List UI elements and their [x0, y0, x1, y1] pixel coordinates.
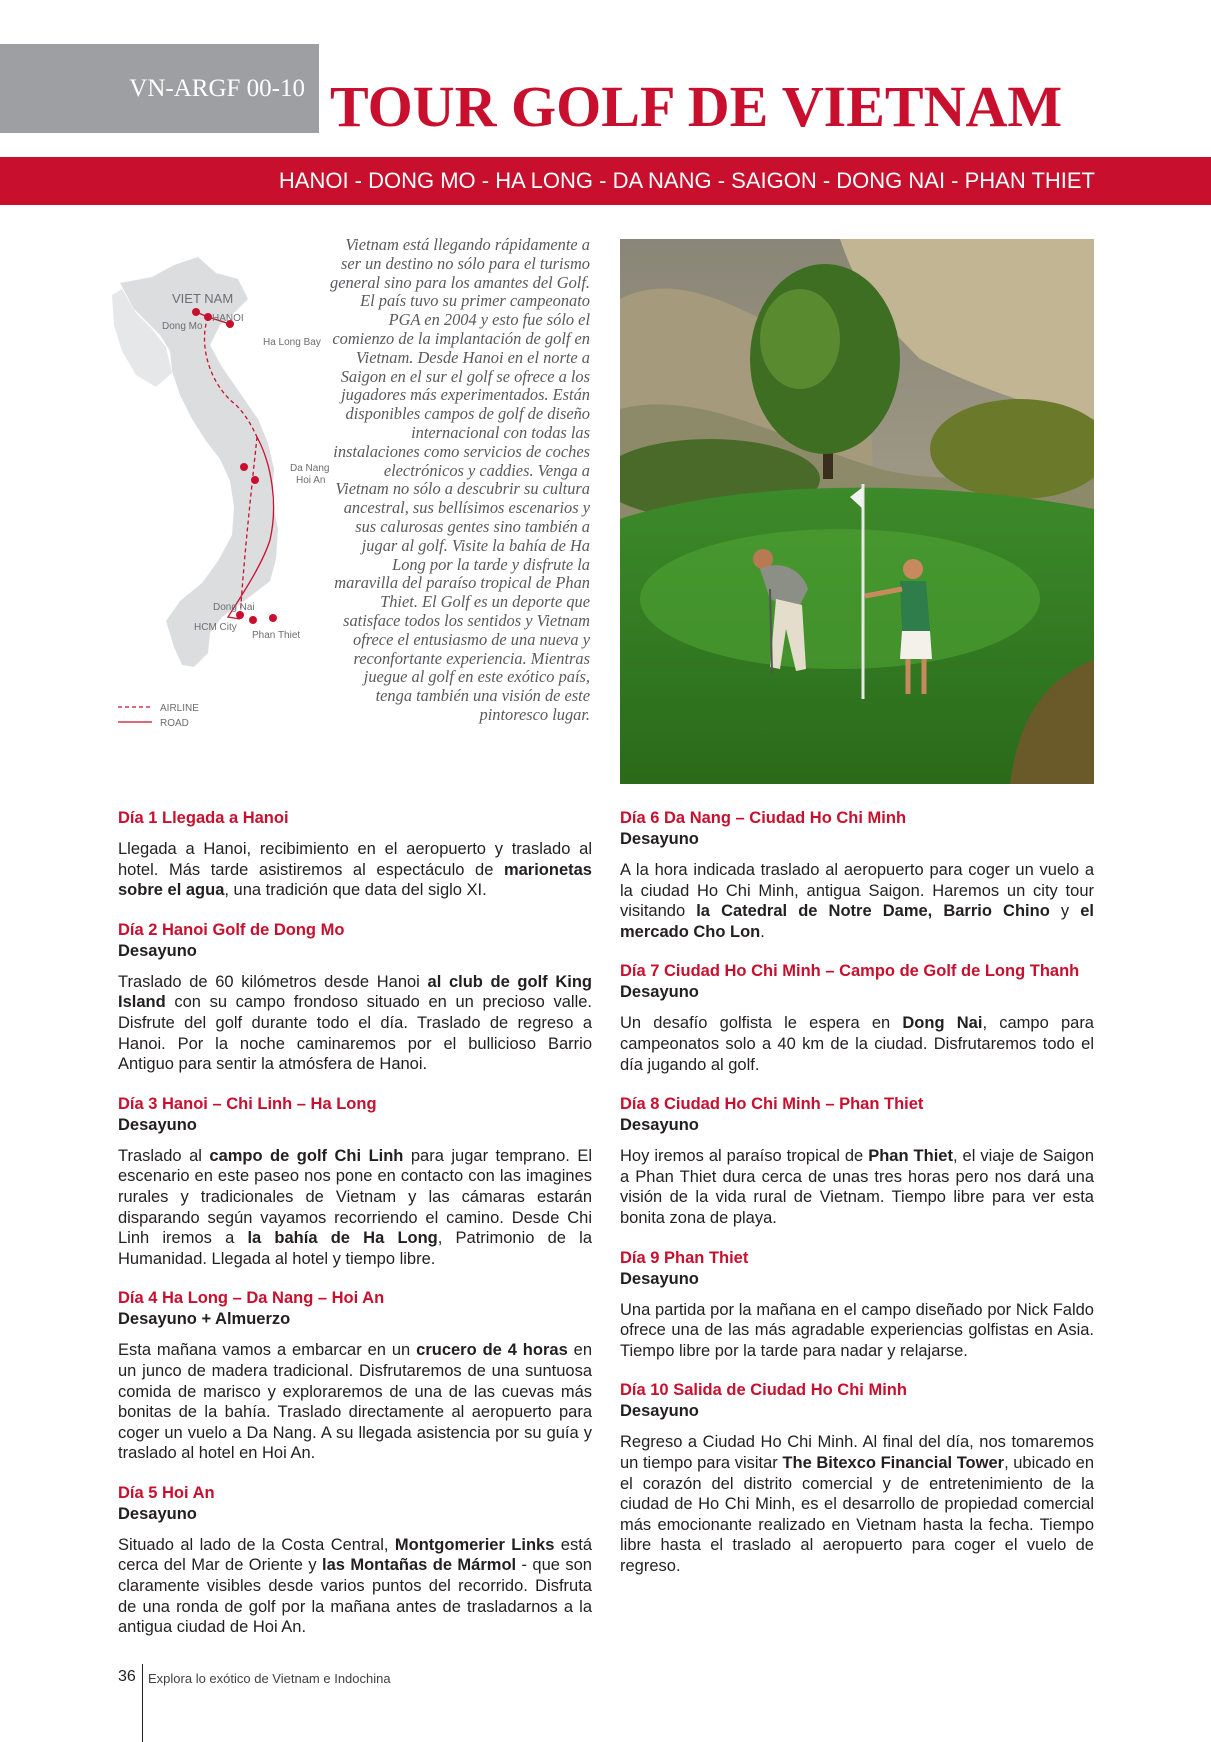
- highlight: el mercado Cho Lon: [620, 902, 1094, 941]
- marker-hcm: [249, 616, 257, 624]
- route-bar: [0, 157, 1211, 205]
- text-run: Traslado de 60 kilómetros desde Hanoi: [118, 972, 428, 991]
- text-run: , el viaje de Saigon a Phan Thiet dura cerca de unas tres horas pero nos dará una visión de la vida rural de Vietnam. Tiempo libre para ver esta bonita zona de playa.: [620, 1147, 1094, 1227]
- day-title: Día 7 Ciudad Ho Chi Minh – Campo de Golf de Long Thanh: [620, 962, 1080, 981]
- meals: Desayuno: [620, 1402, 699, 1421]
- day-title: Día 1 Llegada a Hanoi: [118, 809, 289, 827]
- day-6: [620, 808, 1094, 942]
- text-run: , ubicado en el corazón del distrito comercial y de entretenimiento de la ciudad de Ho Chi Minh, es el desarrollo de propiedad comercial más emocionante realizado en Vietnam hasta la fecha. Tiempo libre hasta el traslado al aeropuerto para coger el vuelo de regreso.: [620, 1453, 1095, 1575]
- text-run: - que son claramente visibles desde varios puntos del recorrido. Disfruta de una ronda de golf por la mañana antes de trasladarnos a la antigua ciudad de Hoi An.: [118, 1556, 592, 1637]
- marker-dong-mo: [192, 308, 200, 316]
- meals: Desayuno + Almuerzo: [118, 1310, 291, 1329]
- legend-airline-label: AIRLINE: [160, 703, 199, 714]
- day-description: [620, 1013, 1094, 1075]
- tour-code: VN-ARGF 00-10: [129, 74, 305, 102]
- day-5: [118, 1483, 592, 1638]
- highlight: la Catedral de Notre Dame, Barrio Chino: [696, 902, 1050, 921]
- boy-shirt: [900, 581, 930, 631]
- day-description: [620, 1432, 1094, 1576]
- day-description: [620, 1146, 1094, 1228]
- highlight: al club de golf King Island: [118, 972, 592, 1012]
- day-description: [118, 1340, 592, 1464]
- green-highlight: [640, 529, 1040, 669]
- boy-shorts: [900, 631, 932, 659]
- day-description: [118, 1535, 592, 1638]
- day-title: Día 6 Da Nang – Ciudad Ho Chi Minh: [620, 809, 907, 827]
- marker-hanoi: [204, 313, 212, 321]
- day-7: [620, 961, 1094, 1075]
- page-number: 36: [118, 1668, 136, 1685]
- map-label-da-nang: Da Nang: [290, 463, 330, 474]
- day-2: [118, 920, 592, 1075]
- footer-divider: [142, 1664, 143, 1742]
- tree-canopy-highlight: [760, 289, 840, 389]
- tour-code-box: [0, 44, 319, 133]
- day-3: [118, 1094, 592, 1270]
- highlight: The Bitexco Financial Tower: [782, 1453, 1005, 1472]
- meals: Desayuno: [118, 1115, 197, 1134]
- highlight: campo de golf Chi Linh: [209, 1146, 404, 1165]
- text-run: Un desafío golfista le espera en: [620, 1014, 903, 1033]
- vietnam-map: [112, 255, 347, 735]
- text-run: , Patrimonio de la Humanidad. Llegada al hotel y tiempo libre.: [118, 1229, 592, 1268]
- day-8: [620, 1094, 1094, 1228]
- map-label-hoi-an: Hoi An: [296, 475, 326, 486]
- meals: Desayuno: [620, 983, 699, 1002]
- text-run: está cerca del Mar de Oriente y: [118, 1535, 592, 1575]
- day-title: Día 2 Hanoi Golf de Dong Mo: [118, 920, 345, 939]
- meals: Desayuno: [620, 1116, 699, 1135]
- text-run: Regreso a Ciudad Ho Chi Minh. Al final del día, nos tomaremos un tiempo para visitar: [620, 1433, 1094, 1472]
- map-label-dong-mo: Dong Mo: [162, 321, 203, 332]
- day-description: [620, 860, 1094, 942]
- map-label-dong-nai: Dong Nai: [213, 602, 255, 613]
- route-text: HANOI - DONG MO - HA LONG - DA NANG - SAIGON - DONG NAI - PHAN THIET: [278, 168, 1095, 193]
- day-4: [118, 1288, 592, 1464]
- text-run: con su campo frondoso situado en un precioso valle. Disfrute del golf durante todo el día. Traslado de regreso a Hanoi. Por la noche caminaremos por el bullicioso Barrio Antiguo para sentir la atmósfera de Hanoi.: [118, 993, 592, 1074]
- boy-head: [903, 559, 923, 579]
- highlight: crucero de 4 horas: [416, 1341, 568, 1360]
- intro-text: Vietnam está llegando rápidamente a ser un destino no sólo para el turismo general sino para los amantes del Golf. El país tuvo su primer campeonato PGA en 2004 y esto fue sólo el comienzo de la implantación de golf en Vietnam. Desde Hanoi en el norte a Saigon en el sur el golf se ofrece a los jugadores más experimentados. Están disponibles campos de golf de diseño internacional con todas las instalaciones como servicios de coches electrónicos y caddies. Venga a Vietnam no sólo a descubrir su cultura ancestral, sus bellísimos escenarios y sus calurosas gentes sino también a jugar al golf. Visite la bahía de Ha Long por la tarde y disfrute la maravilla del paraíso tropical de Phan Thiet. El Golf es un deporte que satisface todos los sentidos y Vietnam ofrece el entusiasmo de una nueva y reconfortante experiencia. Mientras juegue al golf en este exótico país, tenga también una visión de este pintoresco lugar.: [330, 235, 590, 724]
- golf-photo: [620, 239, 1094, 784]
- text-run: Esta mañana vamos a embarcar en un: [118, 1341, 417, 1360]
- day-description: [118, 972, 592, 1075]
- map-label-hcm: HCM City: [194, 622, 237, 633]
- marker-da-nang: [240, 463, 248, 471]
- highlight: la bahía de Ha Long: [247, 1229, 438, 1248]
- day-1: [118, 808, 592, 901]
- text-run: para jugar temprano. El escenario en este paseo nos pone en contacto con las imagines rurales y tradicionales de Vietnam y las cámaras estarán disparando según vayamos recorriendo el camino. Desde Chi Linh iremos a: [118, 1146, 592, 1248]
- day-10: [620, 1380, 1094, 1576]
- page-title: TOUR GOLF DE VIETNAM: [330, 74, 1063, 139]
- meals: Desayuno: [118, 941, 197, 960]
- text-run: Situado al lado de la Costa Central,: [118, 1535, 395, 1554]
- day-title: Día 8 Ciudad Ho Chi Minh – Phan Thiet: [620, 1095, 924, 1114]
- day-title: Día 9 Phan Thiet: [620, 1248, 749, 1267]
- highlight: Montgomerier Links: [394, 1535, 555, 1554]
- day-title: Día 4 Ha Long – Da Nang – Hoi An: [118, 1289, 385, 1308]
- highlight: Dong Nai: [902, 1014, 983, 1033]
- map-label-ha-long: Ha Long Bay: [263, 337, 321, 348]
- day-title: Día 3 Hanoi – Chi Linh – Ha Long: [118, 1094, 377, 1113]
- meals: Desayuno: [620, 830, 699, 848]
- text-run: Traslado al: [118, 1146, 210, 1165]
- meals: Desayuno: [118, 1504, 197, 1523]
- map-label-phan-thiet: Phan Thiet: [252, 630, 301, 641]
- map-label-hanoi: HANOI: [212, 313, 244, 324]
- marker-hoi-an: [251, 476, 259, 484]
- marker-phan-thiet: [269, 614, 277, 622]
- legend-road-label: ROAD: [160, 718, 189, 729]
- day-description: [118, 1146, 592, 1270]
- day-description: Una partida por la mañana en el campo diseñado por Nick Faldo ofrece una de las más agradable experiencias golfistas en Asia. Tiempo libre por la tarde para nadar y relajarse.: [620, 1300, 1094, 1360]
- day-9: [620, 1248, 1094, 1362]
- itinerary-left-column: [118, 808, 592, 1657]
- text-run: y: [1049, 902, 1081, 921]
- highlight: marionetas sobre el agua: [118, 860, 592, 900]
- highlight: Phan Thiet: [868, 1147, 953, 1166]
- text-run: Llegada a Hanoi, recibimiento en el aeropuerto y traslado al hotel. Más tarde asistiremos al espectáculo de: [118, 840, 592, 879]
- day-title: Día 10 Salida de Ciudad Ho Chi Minh: [620, 1381, 907, 1400]
- highlight: las Montañas de Mármol: [321, 1556, 517, 1575]
- text-run: A la hora indicada traslado al aeropuerto para coger un vuelo a la ciudad Ho Chi Minh, antigua Saigon. Haremos un city tour visitando: [620, 861, 1094, 921]
- text-run: , campo para campeonatos solo a 40 km de la ciudad. Disfrutaremos todo el día jugando al golf.: [620, 1014, 1094, 1074]
- itinerary-right-column: [620, 808, 1094, 1595]
- text-run: .: [760, 922, 765, 941]
- text-run: , una tradición que data del siglo XI.: [224, 881, 487, 900]
- text-run: en un junco de madera tradicional. Disfrutaremos de una suntuosa comida de marisco y exploraremos de una de las cuevas más bonitas de la bahía. Traslado directamente al aeropuerto para coger un vuelo a Da Nang. A su llegada asistencia por su guía y traslado al hotel en Hoi An.: [118, 1341, 593, 1463]
- day-description: [118, 839, 592, 901]
- map-country-label: VIET NAM: [172, 291, 234, 306]
- footer-text: Explora lo exótico de Vietnam e Indochina: [148, 1671, 391, 1686]
- text-run: Hoy iremos al paraíso tropical de: [620, 1147, 869, 1166]
- meals: Desayuno: [620, 1269, 699, 1288]
- day-title: Día 5 Hoi An: [118, 1483, 215, 1502]
